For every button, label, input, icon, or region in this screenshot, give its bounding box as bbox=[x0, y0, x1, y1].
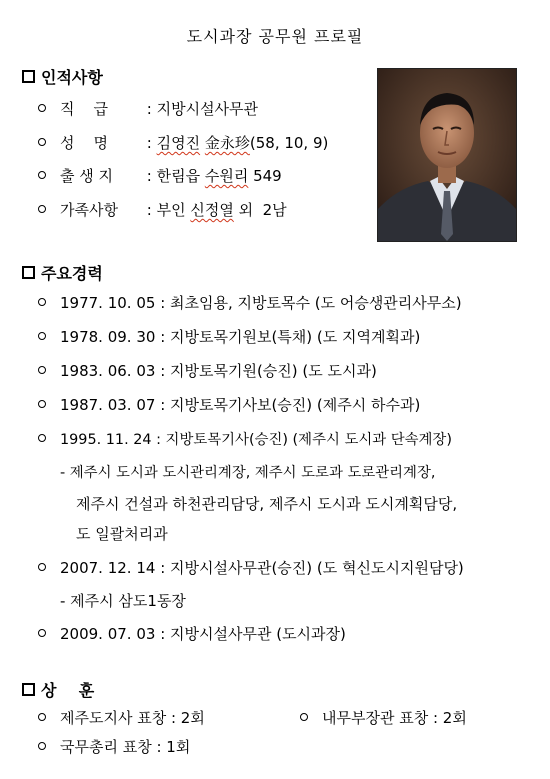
family-children: 외 2남 bbox=[233, 201, 287, 219]
profile-photo bbox=[377, 68, 517, 242]
career-item: 1977. 10. 05 : 최초임용, 지방토목수 (도 어승생관리사무소) bbox=[38, 292, 462, 313]
career-date: 1983. 06. 03 bbox=[60, 362, 156, 380]
name-birthdate: (58, 10, 9) bbox=[249, 134, 329, 152]
award-text: 국무총리 표창 : 1회 bbox=[60, 738, 191, 756]
career-text: 지방토목기원(승진) (도 도시과) bbox=[170, 362, 377, 380]
career-text: 지방토목기사(승진) (제주시 도시과 단속계장) bbox=[165, 432, 452, 448]
rank-label: 직 급 bbox=[60, 100, 109, 118]
birthplace-number: 549 bbox=[248, 167, 282, 185]
checkbox-square-icon bbox=[22, 683, 35, 696]
bullet-icon bbox=[38, 138, 46, 146]
bullet-icon bbox=[38, 332, 46, 340]
bullet-icon bbox=[38, 205, 46, 213]
career-item: 1987. 03. 07 : 지방토목기사보(승진) (제주시 하수과) bbox=[38, 394, 420, 415]
rank-sep: : bbox=[142, 100, 157, 118]
award-item bbox=[38, 707, 205, 728]
bullet-icon bbox=[38, 713, 46, 721]
birthplace-village: 수원리 bbox=[204, 167, 249, 185]
bullet-icon bbox=[38, 400, 46, 408]
career-date: 1977. 10. 05 bbox=[60, 294, 156, 312]
birthplace-label: 출 생 지 bbox=[60, 167, 114, 185]
section-heading-awards bbox=[22, 678, 94, 701]
rank-value: 지방시설사무관 bbox=[156, 100, 259, 118]
personal-row-birthplace bbox=[38, 165, 282, 186]
bullet-icon bbox=[38, 563, 46, 571]
checkbox-square-icon bbox=[22, 70, 35, 83]
career-date: 1978. 09. 30 bbox=[60, 328, 156, 346]
bullet-icon bbox=[38, 104, 46, 112]
bullet-icon bbox=[38, 298, 46, 306]
career-text: 지방시설사무관(승진) (도 혁신도시지원담당) bbox=[170, 559, 464, 577]
career-item: 1983. 06. 03 : 지방토목기원(승진) (도 도시과) bbox=[38, 360, 377, 381]
award-item bbox=[300, 707, 467, 728]
bullet-icon bbox=[38, 366, 46, 374]
award-text: 제주도지사 표창 : 2회 bbox=[60, 709, 205, 727]
name-label: 성 명 bbox=[60, 134, 109, 152]
name-hanja: 金永珍 bbox=[204, 134, 250, 152]
bullet-icon bbox=[38, 629, 46, 637]
family-sep: : bbox=[142, 201, 157, 219]
personal-row-rank bbox=[38, 98, 258, 119]
personal-row-name bbox=[38, 132, 328, 153]
section-heading-career bbox=[22, 261, 103, 284]
personal-row-family bbox=[38, 199, 287, 220]
name-value: 김영진 bbox=[156, 134, 201, 152]
award-item bbox=[38, 736, 190, 757]
section-heading-personal bbox=[22, 65, 103, 88]
birthplace-pre: 한림읍 bbox=[156, 167, 205, 185]
career-date: 1995. 11. 24 bbox=[60, 432, 152, 448]
family-pre: 부인 bbox=[156, 201, 191, 219]
career-subitem-line: - 제주시 도시과 도시관리계장, 제주시 도로과 도로관리계장, bbox=[60, 465, 436, 481]
bullet-icon bbox=[300, 713, 308, 721]
bullet-icon bbox=[38, 171, 46, 179]
bullet-icon bbox=[38, 434, 46, 442]
name-sep: : bbox=[142, 134, 157, 152]
career-text: 지방토목기사보(승진) (제주시 하수과) bbox=[170, 396, 421, 414]
career-subitem-line: 도 일괄처리과 bbox=[76, 525, 168, 543]
career-item: 1995. 11. 24 : 지방토목기사(승진) (제주시 도시과 단속계장) bbox=[38, 428, 452, 449]
career-date: 1987. 03. 07 bbox=[60, 396, 156, 414]
family-spouse-name: 신정열 bbox=[190, 201, 234, 219]
career-item: 1978. 09. 30 : 지방토목기원보(특채) (도 지역계획과) bbox=[38, 326, 420, 347]
birthplace-sep: : bbox=[142, 167, 157, 185]
checkbox-square-icon bbox=[22, 266, 35, 279]
career-subitem-line: - 제주시 삼도1동장 bbox=[60, 592, 186, 610]
page-title: 도시과장 공무원 프로필 bbox=[186, 27, 364, 46]
section-heading-personal-label: 인적사항 bbox=[41, 68, 103, 87]
family-label: 가족사항 bbox=[60, 201, 118, 219]
career-date: 2009. 07. 03 bbox=[60, 625, 156, 643]
career-item: 2007. 12. 14 : 지방시설사무관(승진) (도 혁신도시지원담당) bbox=[38, 557, 464, 578]
award-text: 내무부장관 표창 : 2회 bbox=[322, 709, 467, 727]
career-subitem-line: 제주시 건설과 하천관리담당, 제주시 도시과 도시계획담당, bbox=[76, 495, 458, 513]
career-item: 2009. 07. 03 : 지방시설사무관 (도시과장) bbox=[38, 623, 346, 644]
career-text: 지방시설사무관 (도시과장) bbox=[170, 625, 346, 643]
section-heading-career-label: 주요경력 bbox=[41, 264, 103, 283]
portrait-image bbox=[378, 69, 516, 241]
career-date: 2007. 12. 14 bbox=[60, 559, 156, 577]
career-text: 최초임용, 지방토목수 (도 어승생관리사무소) bbox=[170, 294, 462, 312]
career-text: 지방토목기원보(특채) (도 지역계획과) bbox=[170, 328, 421, 346]
bullet-icon bbox=[38, 742, 46, 750]
section-heading-awards-label: 상 훈 bbox=[41, 681, 95, 700]
